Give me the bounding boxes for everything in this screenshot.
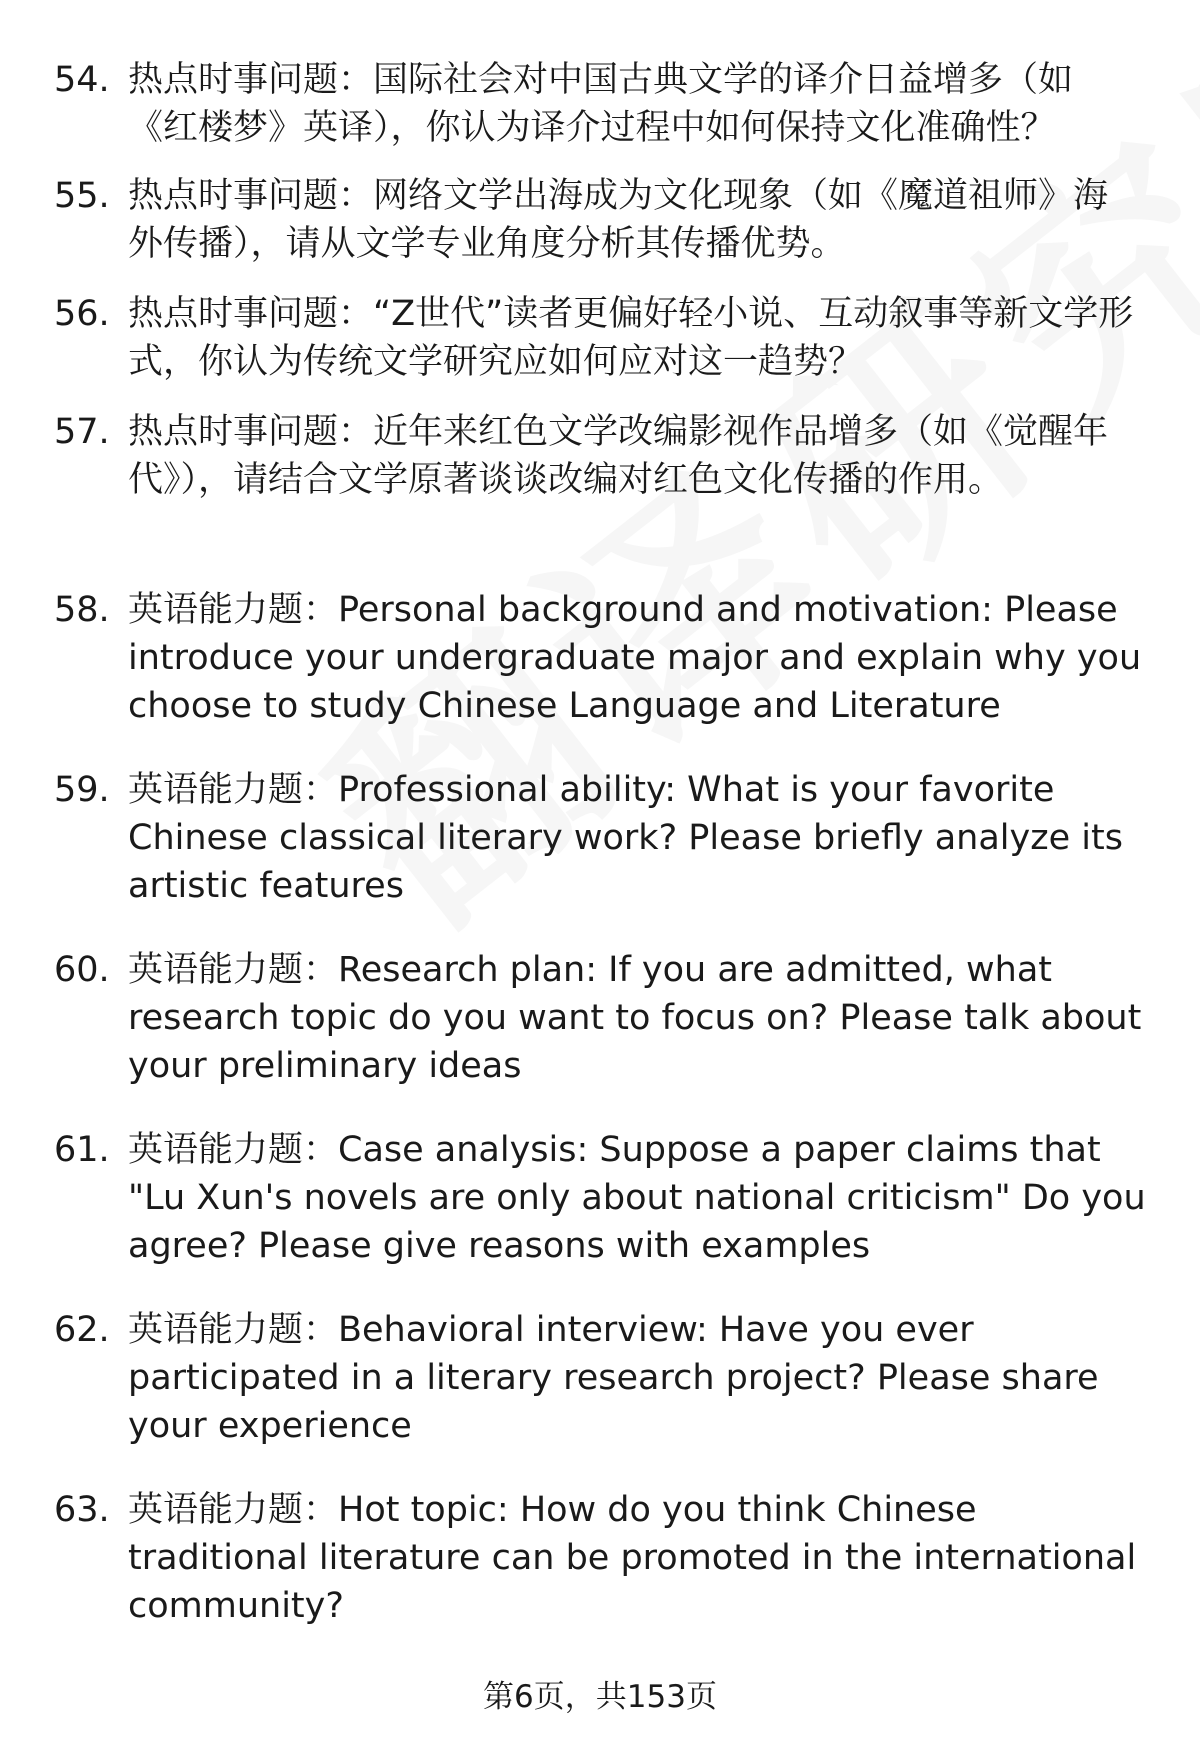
- question-text: 英语能力题：Hot topic: How do you think Chinese traditional literature can be promoted in the international community?: [128, 1490, 1137, 1626]
- question-number: 54.: [54, 60, 110, 100]
- question-text: 热点时事问题：“Z世代”读者更偏好轻小说、互动叙事等新文学形式，你认为传统文学研究应如何应对这一趋势？: [128, 294, 1134, 382]
- question-text: 热点时事问题：网络文学出海成为文化现象（如《魔道祖师》海外传播），请从文学专业角度分析其传播优势。: [128, 176, 1109, 264]
- question-text: 英语能力题：Professional ability: What is your favorite Chinese classical literary work? Please briefly analyze its artistic features: [128, 770, 1123, 906]
- question-number: 61.: [54, 1130, 110, 1170]
- question-number: 60.: [54, 950, 110, 990]
- question-text: 热点时事问题：近年来红色文学改编影视作品增多（如《觉醒年代》），请结合文学原著谈谈改编对红色文化传播的作用。: [128, 412, 1109, 500]
- question-number: 58.: [54, 590, 110, 630]
- question-text: 英语能力题：Behavioral interview: Have you ever participated in a literary research project? Please share your experience: [128, 1310, 1099, 1446]
- question-number: 59.: [54, 770, 110, 810]
- question-text: 热点时事问题：国际社会对中国古典文学的译介日益增多（如《红楼梦》英译），你认为译介过程中如何保持文化准确性？: [128, 60, 1074, 148]
- page-number-footer: 第6页，共153页: [483, 1679, 717, 1715]
- question-number: 62.: [54, 1310, 110, 1350]
- question-text: 英语能力题：Case analysis: Suppose a paper claims that "Lu Xun's novels are only about national criticism" Do you agree? Please give reasons with examples: [128, 1130, 1146, 1266]
- question-number: 55.: [54, 176, 110, 216]
- question-text: 英语能力题：Research plan: If you are admitted, what research topic do you want to focus on? Please talk about your preliminary ideas: [128, 950, 1142, 1086]
- question-number: 57.: [54, 412, 110, 452]
- question-number: 56.: [54, 294, 110, 334]
- question-text: 英语能力题：Personal background and motivation: Please introduce your undergraduate major and explain why you choose to study Chinese Language and Literature: [128, 590, 1142, 726]
- question-number: 63.: [54, 1490, 110, 1530]
